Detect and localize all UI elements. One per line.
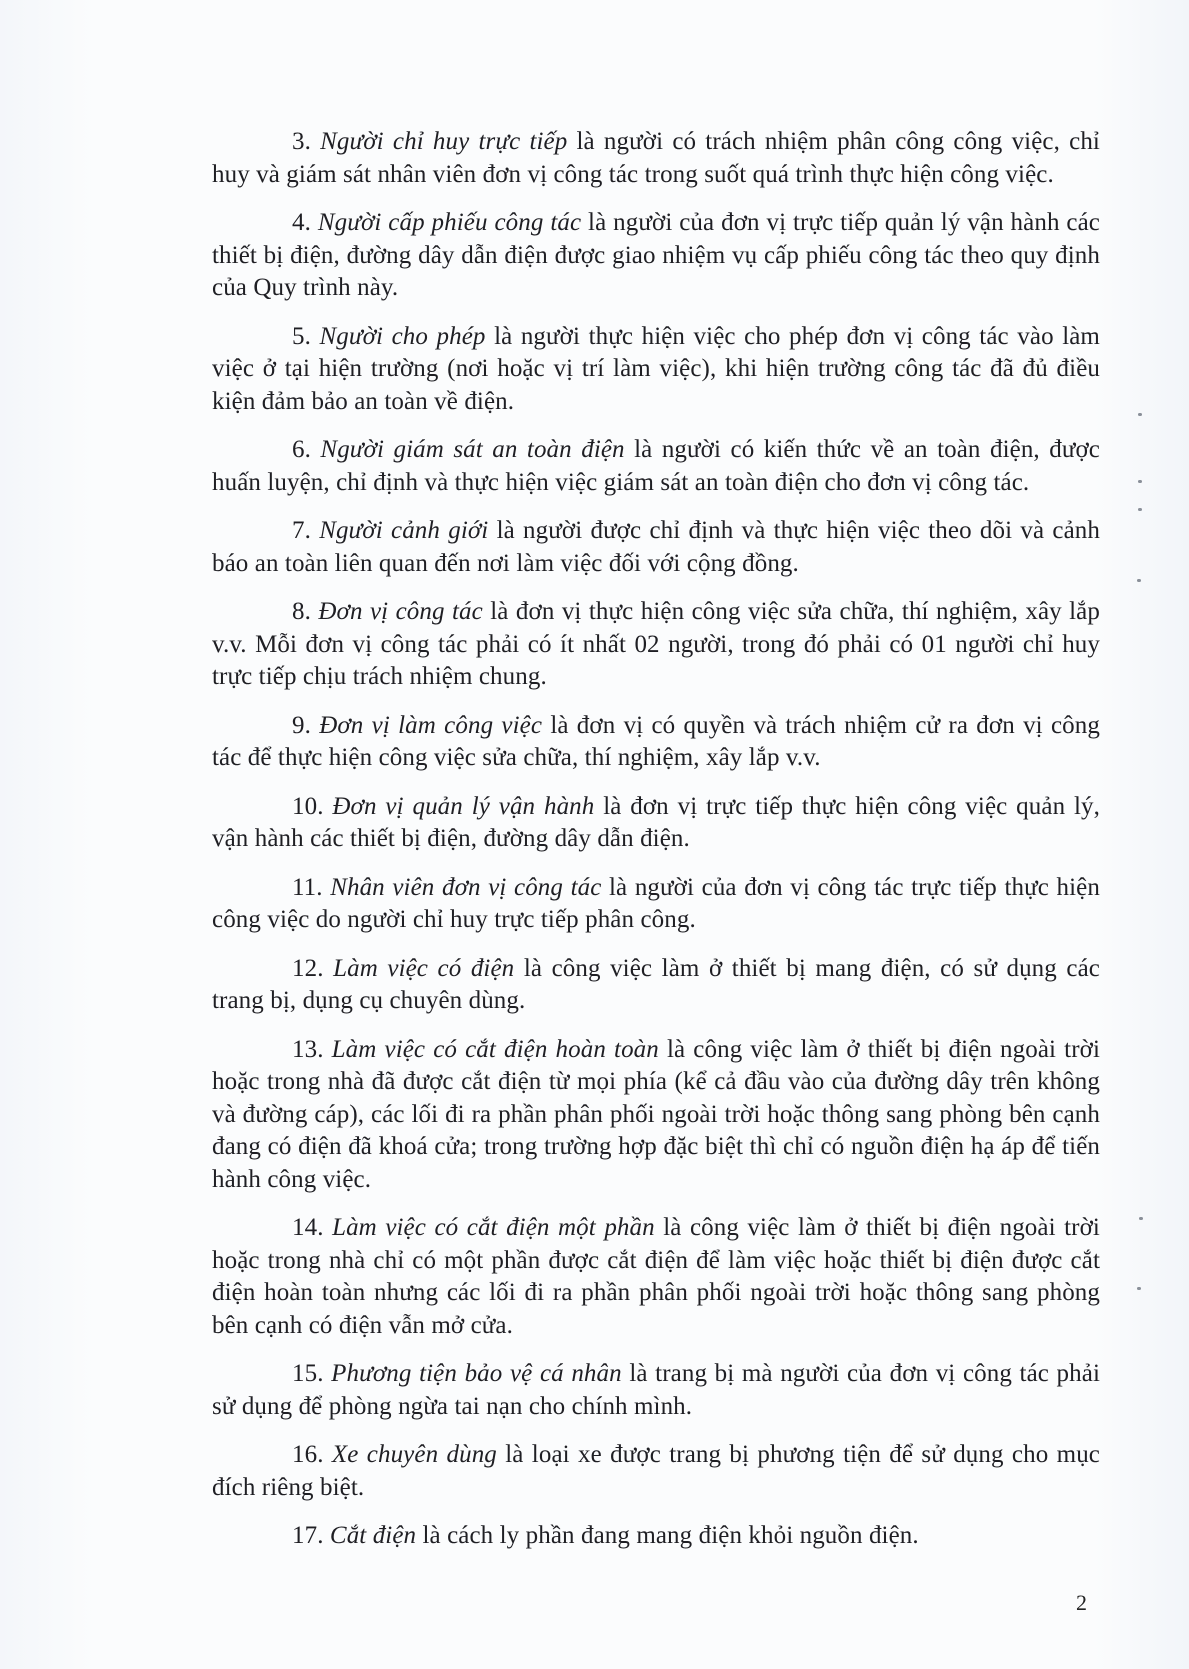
definition-paragraph: [212, 953, 1100, 1018]
definition-term: Làm việc có điện: [333, 954, 515, 982]
definition-term: Làm việc có cắt điện hoàn toàn: [331, 1035, 659, 1063]
definition-term: Người cấp phiếu công tác: [317, 209, 582, 236]
definition-paragraph: [212, 791, 1100, 856]
definition-number: 10.: [292, 792, 324, 820]
definition-number: 14.: [292, 1214, 324, 1241]
definitions-list: [212, 126, 1100, 1569]
definition-text: là công việc làm ở thiết bị điện ngoài trời hoặc trong nhà đã được cắt điện từ mọi phía (kể cả đầu vào của đường dây trên không và đường cáp), các lối đi ra phần phân phối ngoài trời hoặc thông sang phòng bên cạnh đang có điện đã khoá cửa; trong trường hợp đặc biệt thì chỉ có nguồn điện hạ áp để tiến hành công việc.: [212, 1035, 1100, 1193]
definition-term: Người giám sát an toàn điện: [320, 436, 625, 463]
definition-paragraph: [212, 710, 1100, 775]
definition-text: là người của đơn vị trực tiếp quản lý vận hành các thiết bị điện, đường dây dẫn điện được giao nhiệm vụ cấp phiếu công tác theo quy định của Quy trình này.: [212, 209, 1101, 301]
page-number: 2: [1076, 1590, 1087, 1615]
definition-paragraph: [212, 1520, 1100, 1553]
definition-text: là người có trách nhiệm phân công công việc, chỉ huy và giám sát nhân viên đơn vị công tác trong suốt quá trình thực hiện công việc.: [212, 128, 1100, 188]
definition-number: 6.: [292, 436, 311, 463]
definition-text: là loại xe được trang bị phương tiện để sử dụng cho mục đích riêng biệt.: [212, 1441, 1100, 1501]
definition-paragraph: [212, 126, 1100, 191]
definition-number: 16.: [292, 1441, 324, 1468]
definition-term: Phương tiện bảo vệ cá nhân: [331, 1360, 622, 1387]
definition-paragraph: [212, 515, 1100, 580]
definition-paragraph: [212, 596, 1100, 694]
definition-text: là người có kiến thức về an toàn điện, được huấn luyện, chỉ định và thực hiện việc giám sát an toàn điện cho đơn vị công tác.: [212, 436, 1100, 496]
definition-text: là người của đơn vị công tác trực tiếp thực hiện công việc do người chỉ huy trực tiếp phân công.: [212, 873, 1100, 933]
scan-speck: [1138, 413, 1142, 416]
definition-term: Đơn vị công tác: [318, 598, 483, 625]
definition-number: 4.: [292, 209, 311, 236]
definition-term: Đơn vị làm công việc: [319, 711, 543, 739]
definition-paragraph: [212, 1212, 1100, 1342]
definition-term: Người cảnh giới: [319, 517, 489, 544]
definition-term: Nhân viên đơn vị công tác: [330, 873, 602, 901]
definition-text: là đơn vị trực tiếp thực hiện công việc quản lý, vận hành các thiết bị điện, đường dây dẫn điện.: [212, 792, 1100, 852]
definition-number: 9.: [292, 711, 311, 739]
definition-term: Đơn vị quản lý vận hành: [332, 792, 595, 820]
definition-term: Cắt điện: [329, 1522, 417, 1549]
definition-text: là công việc làm ở thiết bị mang điện, có sử dụng các trang bị, dụng cụ chuyên dùng.: [212, 954, 1100, 1014]
scan-speck: [1139, 1217, 1143, 1220]
definition-term: Làm việc có cắt điện một phần: [332, 1214, 655, 1241]
definition-paragraph: [212, 1439, 1100, 1504]
definition-term: Người cho phép: [319, 322, 486, 350]
definition-paragraph: [212, 872, 1100, 937]
definition-number: 17.: [292, 1522, 324, 1549]
definition-text: là công việc làm ở thiết bị điện ngoài trời hoặc trong nhà chỉ có một phần được cắt điện để làm việc hoặc thiết bị điện được cắt điện hoàn toàn nhưng các lối đi ra phần phân phối ngoài trời hoặc thông sang phòng bên cạnh có điện vẫn mở cửa.: [212, 1214, 1100, 1339]
definition-text: là người được chỉ định và thực hiện việc theo dõi và cảnh báo an toàn liên quan đến nơi làm việc đối với cộng đồng.: [212, 517, 1100, 577]
definition-term: Xe chuyên dùng: [331, 1441, 497, 1468]
definition-number: 3.: [292, 128, 311, 155]
definition-paragraph: [212, 321, 1100, 419]
definition-text: là cách ly phần đang mang điện khỏi nguồn điện.: [422, 1522, 919, 1549]
definition-term: Người chỉ huy trực tiếp: [320, 128, 568, 155]
definition-text: là trang bị mà người của đơn vị công tác phải sử dụng để phòng ngừa tai nạn cho chính mình.: [212, 1360, 1100, 1420]
definition-paragraph: [212, 434, 1100, 499]
definition-number: 13.: [292, 1035, 324, 1063]
scan-speck: [1138, 480, 1142, 483]
definition-paragraph: [212, 1358, 1100, 1423]
definition-text: là người thực hiện việc cho phép đơn vị công tác vào làm việc ở tại hiện trường (nơi hoặc vị trí làm việc), khi hiện trường công tác đã đủ điều kiện đảm bảo an toàn về điện.: [212, 322, 1100, 415]
definition-number: 15.: [292, 1360, 324, 1387]
scan-speck: [1138, 508, 1142, 511]
scan-speck: [1137, 579, 1141, 582]
definition-number: 8.: [292, 598, 311, 625]
definition-number: 12.: [292, 954, 324, 982]
definition-number: 7.: [292, 517, 311, 544]
definition-text: là đơn vị có quyền và trách nhiệm cử ra đơn vị công tác để thực hiện công việc sửa chữa, thí nghiệm, xây lắp v.v.: [212, 711, 1100, 771]
scan-speck: [1137, 1287, 1141, 1290]
definition-paragraph: [212, 1034, 1100, 1197]
definition-number: 5.: [292, 322, 311, 350]
definition-text: là đơn vị thực hiện công việc sửa chữa, thí nghiệm, xây lắp v.v. Mỗi đơn vị công tác phải có ít nhất 02 người, trong đó phải có 01 người chỉ huy trực tiếp chịu trách nhiệm chung.: [212, 598, 1100, 690]
definition-number: 11.: [292, 873, 323, 901]
definition-paragraph: [212, 207, 1100, 305]
